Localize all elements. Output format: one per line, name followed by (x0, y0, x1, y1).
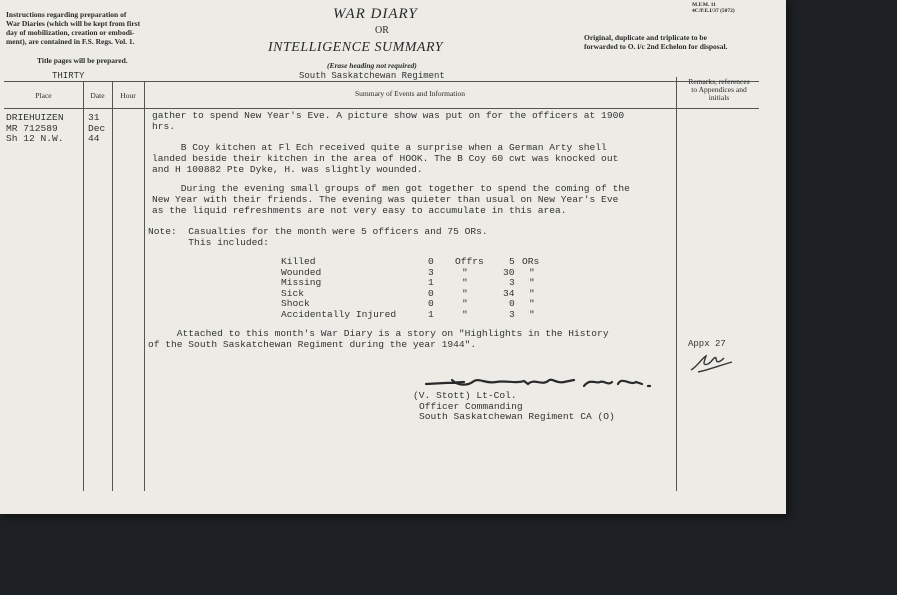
original-note (584, 33, 727, 51)
casualty-label: Sick (281, 287, 305, 299)
form-code-line: M.F.M. 11 (692, 2, 716, 8)
unit-heading: South Saskatchewan Regiment (299, 71, 445, 81)
body-line: landed beside their kitchen in the area of HOOK. The B Coy 60 cwt was knocked out (152, 153, 619, 164)
form-code (692, 2, 735, 14)
remarks-header-line: Remarks, references (688, 77, 750, 86)
instructions-line: War Diaries (which will be kept from first (6, 19, 141, 28)
title-pages-note: Title pages will be prepared. (37, 56, 128, 65)
casualty-label: Missing (281, 277, 322, 288)
original-note-line: forwarded to O. i/c 2nd Echelon for disposal. (584, 42, 728, 51)
date-line: 31 (88, 112, 100, 123)
date-line: Dec (88, 122, 106, 134)
casualty-ors-unit: " (529, 287, 535, 299)
casualty-label: Wounded (281, 266, 322, 278)
casualty-ors: 3 (509, 308, 515, 320)
casualty-offrs: 1 (428, 308, 434, 320)
column-divider (112, 81, 113, 491)
casualty-ors-unit: " (529, 308, 535, 320)
appendix-remark: Appx 27 (688, 339, 726, 349)
date-line: 44 (88, 133, 100, 144)
body-line: During the evening small groups of men got together to spend the coming of the (152, 183, 630, 194)
original-note-line: Original, duplicate and triplicate to be (584, 33, 707, 42)
body-line: hrs. (152, 121, 176, 132)
casualty-offrs: 0 (428, 256, 434, 267)
attached-line: Attached to this month's War Diary is a story on "Highlights in the History (148, 328, 609, 339)
casualty-ors-unit: " (529, 298, 535, 309)
casualty-offrs-unit: " (462, 298, 468, 309)
column-header-place: Place (35, 91, 52, 100)
instructions-line: ment), are contained in F.S. Regs. Vol. 1. (6, 37, 135, 46)
casualty-label: Accidentally Injured (281, 308, 397, 320)
body-line: gather to spend New Year's Eve. A picture show was put on for the officers at 1900 (152, 110, 625, 121)
casualty-label: Shock (281, 298, 310, 309)
remarks-header-line: initials (708, 93, 730, 102)
instructions-line: Instructions regarding preparation of (6, 10, 127, 19)
attached-line: of the South Saskatchewan Regiment during the year 1944". (148, 339, 477, 350)
entry-date (88, 113, 105, 145)
body-line: and H 100882 Pte Dyke, H. was slightly wounded. (152, 164, 423, 175)
casualty-offrs: 1 (428, 277, 434, 288)
body-line: as the liquid refreshments are not very easy to accumulate in this area. (152, 205, 567, 216)
casualty-ors: 3 (509, 277, 515, 288)
casualty-ors: 34 (503, 287, 515, 299)
casualty-ors-unit: ORs (522, 256, 540, 267)
column-divider (83, 81, 84, 491)
column-divider (144, 81, 145, 491)
table-header-rule (4, 108, 759, 109)
body-line: B Coy kitchen at Fl Ech received quite a surprise when a German Arty shell (152, 142, 607, 153)
form-code-line: 4C/P.E.I/37 (5072) (692, 8, 735, 14)
page-title: WAR DIARY (333, 6, 418, 22)
signature-line: (V. Stott) Lt-Col. (413, 390, 517, 401)
casualty-offrs: 0 (428, 287, 434, 299)
casualty-row (281, 268, 561, 279)
casualty-offrs-unit: " (462, 287, 468, 299)
casualty-ors-unit: " (529, 277, 535, 288)
column-header-hour: Hour (120, 91, 136, 100)
place-line: DRIEHUIZEN (6, 112, 64, 123)
casualty-ors-unit: " (529, 266, 535, 278)
casualty-row (281, 289, 561, 300)
signature-line: Officer Commanding (419, 400, 523, 412)
casualty-row (281, 299, 561, 310)
casualty-ors: 30 (503, 266, 515, 278)
casualty-row (281, 278, 561, 289)
column-divider (676, 77, 677, 491)
entry-place (6, 113, 64, 145)
body-line: Note: Casualties for the month were 5 officers and 75 ORs. (148, 226, 488, 237)
casualty-offrs-unit: Offrs (455, 256, 484, 267)
remarks-header-line: to Appendices and (691, 85, 747, 94)
page-heading: THIRTY (52, 71, 85, 81)
casualty-ors: 5 (509, 256, 515, 267)
title-or: OR (375, 25, 389, 36)
erase-note: (Erase heading not required) (327, 61, 417, 70)
place-line: Sh 12 N.W. (6, 133, 64, 144)
place-line: MR 712589 (6, 122, 58, 134)
initials-scribble (688, 350, 736, 374)
casualty-row (281, 310, 561, 321)
casualty-label: Killed (281, 256, 316, 267)
casualty-row (281, 257, 561, 268)
signature-line: South Saskatchewan Regiment CA (O) (419, 411, 615, 422)
casualty-offrs: 3 (428, 266, 434, 278)
casualty-offrs-unit: " (462, 266, 468, 278)
column-header-date: Date (90, 91, 105, 100)
casualty-offrs-unit: " (462, 308, 468, 320)
column-header-remarks (676, 78, 762, 102)
page-subtitle: INTELLIGENCE SUMMARY (268, 40, 444, 55)
signature-block (413, 391, 615, 423)
instructions-line: day of mobilization, creation or embodi- (6, 28, 135, 37)
casualties-table (281, 257, 561, 320)
column-header-summary: Summary of Events and Information (355, 89, 465, 98)
table-top-rule (4, 81, 759, 82)
casualty-ors: 0 (509, 298, 515, 309)
casualty-offrs-unit: " (462, 277, 468, 288)
instructions-block (6, 10, 140, 46)
body-line: New Year with their friends. The evening was quieter than usual on New Year's Eve (152, 194, 619, 205)
casualty-offrs: 0 (428, 298, 434, 309)
body-line: This included: (148, 237, 269, 248)
